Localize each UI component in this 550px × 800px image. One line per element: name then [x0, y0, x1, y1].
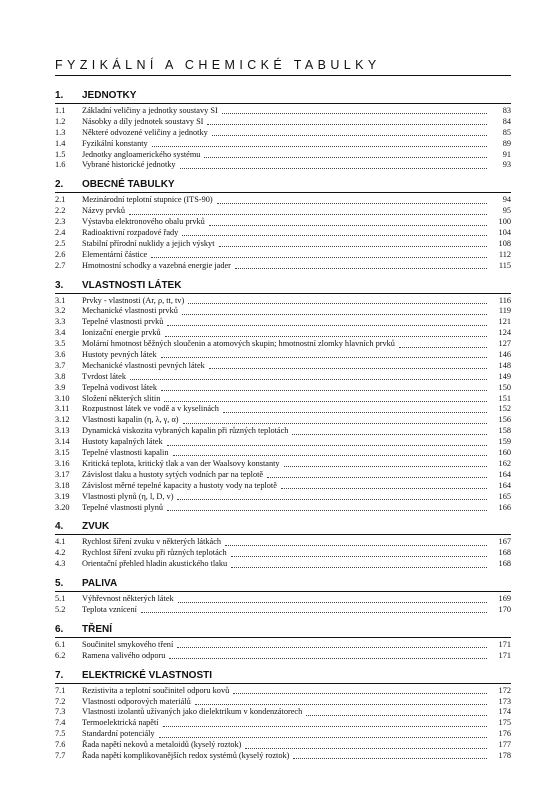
entry-number: 2.7: [55, 260, 66, 270]
entry-page-number: 156: [498, 415, 511, 425]
entry-title: Hmotnostní schodky a vazebná energie jader: [82, 261, 234, 272]
entry-page-number: 171: [498, 639, 511, 649]
entry-page-number: 165: [498, 491, 511, 501]
toc-section: [55, 280, 511, 514]
entry-number: 2.6: [55, 249, 66, 259]
entry-title: Tepelné vlastnosti plynů: [82, 503, 166, 514]
entry-page-number: 115: [498, 260, 511, 270]
entry-page-number: 127: [498, 339, 511, 349]
entry-title: Hustoty pevných látek: [82, 350, 160, 361]
toc-entry[interactable]: [55, 537, 511, 548]
dot-leader: [225, 538, 487, 546]
section-number: 7.: [55, 669, 64, 681]
section-heading: [55, 521, 511, 535]
entry-number: 2.2: [55, 206, 66, 216]
entry-title: Vybrané historické jednotky: [82, 160, 179, 171]
toc-entry[interactable]: [55, 686, 511, 697]
toc-entry[interactable]: [55, 328, 511, 339]
dot-leader: [183, 416, 487, 424]
toc-entry[interactable]: [55, 383, 511, 394]
entry-page-number: 159: [498, 437, 511, 447]
dot-leader: [222, 106, 487, 114]
entry-title: Názvy prvků: [82, 206, 128, 217]
entry-number: 7.2: [55, 696, 66, 706]
dot-leader: [195, 697, 487, 705]
dot-leader: [217, 196, 487, 204]
entry-page-number: 104: [498, 228, 511, 238]
entry-page-number: 162: [498, 458, 511, 468]
toc-entry[interactable]: [55, 372, 511, 383]
dot-leader: [231, 560, 487, 568]
section-title: JEDNOTKY: [82, 90, 137, 101]
entry-title: Rozpustnost látek ve vodě a v kyselinách: [82, 404, 222, 415]
dot-leader: [212, 128, 487, 136]
entry-page-number: 172: [498, 685, 511, 695]
entry-title: Termoelektrická napětí: [82, 718, 162, 729]
entry-title: Rychlost šíření zvuku v některých látkách: [82, 537, 224, 548]
entry-title: Jednotky angloamerického systému: [82, 150, 203, 161]
entry-page-number: 89: [502, 138, 511, 148]
section-heading: [55, 90, 511, 104]
dot-leader: [284, 459, 487, 467]
toc-entry[interactable]: [55, 594, 511, 605]
entry-number: 3.9: [55, 382, 66, 392]
entry-page-number: 95: [502, 206, 511, 216]
entry-title: Vlastnosti odporových materiálů: [82, 697, 194, 708]
toc-entry[interactable]: [55, 404, 511, 415]
dot-leader: [167, 503, 487, 511]
dot-leader: [152, 139, 487, 147]
entry-title: Tepelné vlastnosti prvků: [82, 317, 166, 328]
entry-page-number: 150: [498, 382, 511, 392]
entry-number: 3.17: [55, 469, 70, 479]
entry-number: 3.8: [55, 371, 66, 381]
entry-page-number: 121: [498, 317, 511, 327]
entry-title: Násobky a díly jednotek soustavy SI: [82, 117, 206, 128]
entry-title: Teplota vznícení: [82, 605, 140, 616]
toc-entry[interactable]: [55, 306, 511, 317]
dot-leader: [281, 481, 487, 489]
entry-page-number: 167: [498, 537, 511, 547]
entry-title: Základní veličiny a jednotky soustavy SI: [82, 106, 221, 117]
entry-number: 3.16: [55, 458, 70, 468]
section-number: 1.: [55, 90, 64, 101]
dot-leader: [245, 741, 487, 749]
toc-section: [55, 521, 511, 570]
entry-number: 2.3: [55, 217, 66, 227]
entry-title: Vlastnosti izolantů užívaných jako dielektrikum v kondenzátorech: [82, 707, 305, 718]
entry-page-number: 175: [498, 718, 511, 728]
toc-entry[interactable]: [55, 718, 511, 729]
section-number: 5.: [55, 578, 64, 590]
entry-title: Stabilní přírodní nuklidy a jejich výskyt: [82, 239, 218, 250]
dot-leader: [306, 708, 487, 716]
dot-leader: [167, 318, 487, 326]
entry-title: Dynamická viskozita vybraných kapalin při různých teplotách: [82, 426, 291, 437]
toc-section: [55, 90, 511, 171]
toc-entry[interactable]: [55, 481, 511, 492]
toc-entry[interactable]: [55, 707, 511, 718]
entry-page-number: 164: [498, 469, 511, 479]
dot-leader: [235, 261, 487, 269]
toc-entry[interactable]: [55, 503, 511, 514]
entry-page-number: 149: [498, 371, 511, 381]
toc-entry[interactable]: [55, 492, 511, 503]
entry-page-number: 124: [498, 328, 511, 338]
section-heading: [55, 670, 511, 684]
entry-title: Mechanické vlastnosti pevných látek: [82, 361, 208, 372]
entry-number: 2.1: [55, 195, 66, 205]
dot-leader: [141, 605, 487, 613]
toc-section: [55, 624, 511, 662]
entry-number: 4.2: [55, 548, 66, 558]
dot-leader: [163, 719, 487, 727]
entry-number: 3.1: [55, 295, 66, 305]
toc-entry[interactable]: [55, 470, 511, 481]
entry-title: Mechanické vlastnosti prvků: [82, 306, 181, 317]
entry-number: 4.3: [55, 559, 66, 569]
entry-title: Výhřevnost některých látek: [82, 594, 177, 605]
toc-entry[interactable]: [55, 339, 511, 350]
toc-entry[interactable]: [55, 415, 511, 426]
dot-leader: [207, 117, 487, 125]
entry-number: 1.3: [55, 127, 66, 137]
entry-page-number: 173: [498, 696, 511, 706]
page-title: FYZIKÁLNÍ A CHEMICKÉ TABULKY: [55, 58, 381, 72]
entry-page-number: 168: [498, 548, 511, 558]
entry-number: 3.5: [55, 339, 66, 349]
dot-leader: [267, 470, 487, 478]
toc-entry[interactable]: [55, 160, 511, 171]
entry-title: Standardní potenciály: [82, 729, 158, 740]
section-title: ELEKTRICKÉ VLASTNOSTI: [82, 669, 213, 681]
entry-number: 3.14: [55, 437, 70, 447]
dot-leader: [129, 207, 487, 215]
toc-entry[interactable]: [55, 228, 511, 239]
section-title: TŘENÍ: [82, 623, 112, 635]
entry-page-number: 93: [502, 160, 511, 170]
entry-page-number: 146: [498, 350, 511, 360]
dot-leader: [130, 372, 487, 380]
entry-number: 3.6: [55, 350, 66, 360]
section-heading: [55, 578, 511, 592]
entry-number: 1.1: [55, 106, 66, 115]
dot-leader: [159, 730, 487, 738]
entry-title: Tepelné vlastnosti kapalin: [82, 448, 172, 459]
entry-page-number: 116: [498, 295, 511, 305]
entry-title: Vlastnosti plynů (η, l, D, v): [82, 492, 176, 503]
toc-section: [55, 670, 511, 762]
entry-number: 2.4: [55, 228, 66, 238]
dot-leader: [169, 651, 487, 659]
dot-leader: [399, 340, 487, 348]
toc-entry[interactable]: [55, 361, 511, 372]
entry-title: Některé odvozené veličiny a jednotky: [82, 128, 211, 139]
section-number: 4.: [55, 521, 64, 533]
title-bar: [55, 58, 511, 76]
entry-page-number: 177: [498, 740, 511, 750]
dot-leader: [165, 329, 487, 337]
dot-leader: [223, 405, 487, 413]
entry-number: 3.12: [55, 415, 70, 425]
toc-sections: [55, 90, 511, 762]
dot-leader: [178, 595, 487, 603]
entry-title: Orientační přehled hladin akustického tlaku: [82, 559, 230, 570]
toc-entry[interactable]: [55, 640, 511, 651]
entry-title: Kritická teplota, kritický tlak a van der Waalsovy konstanty: [82, 459, 283, 470]
dot-leader: [182, 228, 487, 236]
entry-number: 7.6: [55, 740, 66, 750]
entry-page-number: 94: [502, 195, 511, 205]
entry-title: Radioaktivní rozpadové řady: [82, 228, 181, 239]
entry-number: 3.4: [55, 328, 66, 338]
entry-page-number: 148: [498, 360, 511, 370]
entry-title: Prvky - vlastnosti (Ar, ρ, tt, tv): [82, 296, 187, 307]
toc-entry[interactable]: [55, 559, 511, 570]
entry-number: 1.5: [55, 149, 66, 159]
entry-page-number: 169: [498, 594, 511, 604]
dot-leader: [177, 640, 487, 648]
entry-title: Tepelná vodivost látek: [82, 383, 160, 394]
entry-number: 5.2: [55, 604, 66, 614]
toc-entry[interactable]: [55, 296, 511, 307]
dot-leader: [161, 383, 487, 391]
toc-entry[interactable]: [55, 350, 511, 361]
dot-leader: [161, 350, 487, 358]
entry-page-number: 170: [498, 604, 511, 614]
dot-leader: [182, 307, 487, 315]
dot-leader: [231, 549, 487, 557]
entry-number: 7.3: [55, 707, 66, 717]
entry-number: 3.2: [55, 306, 66, 316]
entry-title: Závislost tlaku a hustoty sytých vodních par na teplotě: [82, 470, 266, 481]
entry-page-number: 174: [498, 707, 511, 717]
entry-title: Výstavba elektronového obalu prvků: [82, 217, 208, 228]
entry-number: 7.7: [55, 750, 66, 760]
entry-page-number: 100: [498, 217, 511, 227]
dot-leader: [164, 394, 487, 402]
section-heading: [55, 624, 511, 638]
dot-leader: [209, 361, 487, 369]
entry-number: 7.1: [55, 685, 66, 695]
toc-entry[interactable]: [55, 448, 511, 459]
toc-entry[interactable]: [55, 261, 511, 272]
entry-page-number: 160: [498, 448, 511, 458]
toc-entry[interactable]: [55, 239, 511, 250]
entry-title: Řada napětí komplikovanějších redox systémů (kyselý roztok): [82, 751, 292, 762]
toc-entry[interactable]: [55, 195, 511, 206]
entry-page-number: 176: [498, 729, 511, 739]
dot-leader: [209, 218, 487, 226]
toc-entry[interactable]: [55, 605, 511, 616]
toc-entry[interactable]: [55, 150, 511, 161]
toc-entry[interactable]: [55, 729, 511, 740]
entry-page-number: 152: [498, 404, 511, 414]
section-number: 3.: [55, 279, 64, 291]
dot-leader: [173, 448, 487, 456]
entry-title: Ionizační energie prvků: [82, 328, 164, 339]
toc-entry[interactable]: [55, 697, 511, 708]
toc-entry[interactable]: [55, 317, 511, 328]
toc-entry[interactable]: [55, 426, 511, 437]
toc-entry[interactable]: [55, 651, 511, 662]
entry-title: Elementární částice: [82, 250, 150, 261]
dot-leader: [180, 161, 487, 169]
table-of-contents: [55, 58, 511, 770]
entry-number: 1.2: [55, 116, 66, 126]
entry-number: 3.10: [55, 393, 70, 403]
toc-entry[interactable]: [55, 217, 511, 228]
entry-page-number: 112: [498, 249, 511, 259]
entry-number: 1.6: [55, 160, 66, 170]
entry-title: Tvrdost látek: [82, 372, 129, 383]
toc-entry[interactable]: [55, 117, 511, 128]
entry-title: Složení některých slitin: [82, 394, 163, 405]
dot-leader: [167, 438, 487, 446]
section-title: PALIVA: [82, 578, 118, 590]
entry-page-number: 151: [498, 393, 511, 403]
toc-section: [55, 578, 511, 616]
toc-entry[interactable]: [55, 740, 511, 751]
entry-title: Závislost měrné tepelné kapacity a hustoty vody na teplotě: [82, 481, 280, 492]
entry-number: 7.4: [55, 718, 66, 728]
entry-number: 2.5: [55, 238, 66, 248]
entry-title: Molární hmotnost běžných sloučenin a atomových skupin; hmotnostní zlomky hlavních prvků: [82, 339, 398, 350]
entry-page-number: 178: [498, 750, 511, 760]
entry-page-number: 158: [498, 426, 511, 436]
section-title: VLASTNOSTI LÁTEK: [82, 279, 182, 291]
dot-leader: [233, 686, 487, 694]
entry-page-number: 84: [502, 116, 511, 126]
entry-title: Rychlost šíření zvuku při různých teplotách: [82, 548, 230, 559]
toc-entry[interactable]: [55, 206, 511, 217]
entry-page-number: 119: [498, 306, 511, 316]
entry-number: 3.19: [55, 491, 70, 501]
toc-entry[interactable]: [55, 751, 511, 762]
dot-leader: [151, 250, 487, 258]
entry-number: 7.5: [55, 729, 66, 739]
entry-number: 6.1: [55, 639, 66, 649]
entry-title: Mezinárodní teplotní stupnice (ITS-90): [82, 195, 216, 206]
entry-page-number: 168: [498, 559, 511, 569]
toc-entry[interactable]: [55, 128, 511, 139]
toc-entry[interactable]: [55, 250, 511, 261]
section-heading: [55, 280, 511, 294]
entry-title: Rezistivita a teplotní součinitel odporu kovů: [82, 686, 232, 697]
toc-entry[interactable]: [55, 548, 511, 559]
dot-leader: [177, 492, 487, 500]
entry-page-number: 166: [498, 502, 511, 512]
section-title: OBECNÉ TABULKY: [82, 179, 175, 191]
toc-entry[interactable]: [55, 139, 511, 150]
entry-number: 1.4: [55, 138, 66, 148]
entry-number: 3.18: [55, 480, 70, 490]
section-number: 2.: [55, 179, 64, 191]
entry-page-number: 85: [502, 127, 511, 137]
section-heading: [55, 179, 511, 193]
entry-title: Řada napětí nekovů a metaloidů (kyselý roztok): [82, 740, 244, 751]
entry-number: 4.1: [55, 537, 66, 547]
toc-entry[interactable]: [55, 437, 511, 448]
toc-section: [55, 179, 511, 271]
entry-page-number: 91: [502, 149, 511, 159]
entry-number: 3.20: [55, 502, 70, 512]
entry-page-number: 171: [498, 650, 511, 660]
section-number: 6.: [55, 623, 64, 635]
toc-entry[interactable]: [55, 459, 511, 470]
entry-number: 3.15: [55, 448, 70, 458]
entry-number: 3.7: [55, 360, 66, 370]
entry-number: 3.13: [55, 426, 70, 436]
entry-title: Hustoty kapalných látek: [82, 437, 166, 448]
dot-leader: [204, 150, 487, 158]
entry-title: Vlastnosti kapalin (η, λ, γ, α): [82, 415, 182, 426]
entry-title: Fyzikální konstanty: [82, 139, 151, 150]
section-title: ZVUK: [82, 521, 110, 533]
entry-title: Součinitel smykového tření: [82, 640, 176, 651]
entry-page-number: 83: [502, 106, 511, 115]
dot-leader: [219, 239, 487, 247]
entry-number: 3.3: [55, 317, 66, 327]
entry-number: 3.11: [55, 404, 70, 414]
entry-title: Ramena valivého odporu: [82, 651, 168, 662]
entry-page-number: 108: [498, 238, 511, 248]
entry-number: 5.1: [55, 594, 66, 604]
entry-number: 6.2: [55, 650, 66, 660]
dot-leader: [293, 751, 487, 759]
toc-entry[interactable]: [55, 394, 511, 405]
toc-entry[interactable]: [55, 106, 511, 117]
entry-page-number: 164: [498, 480, 511, 490]
dot-leader: [292, 427, 487, 435]
dot-leader: [188, 296, 487, 304]
